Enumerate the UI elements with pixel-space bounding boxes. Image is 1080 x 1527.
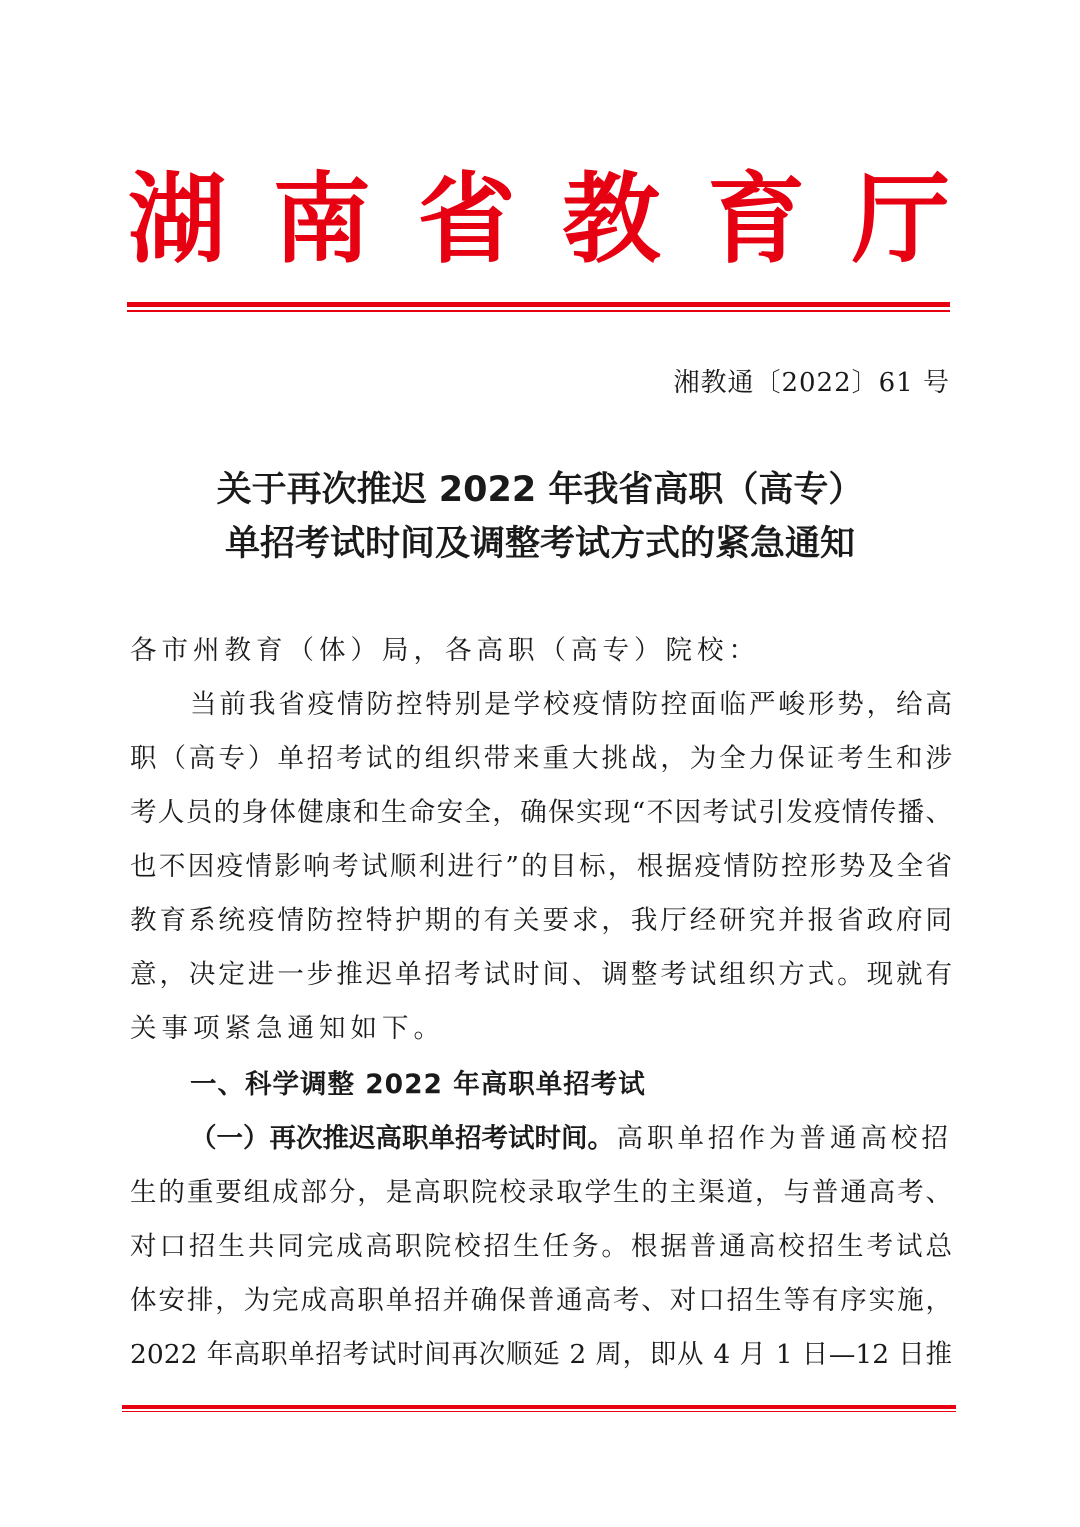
masthead-char: 教	[562, 163, 661, 277]
addressee: 各市州教育（体）局，各高职（高专）院校：	[130, 635, 760, 666]
paragraph-line: 教育系统疫情防控特护期的有关要求，我厅经研究并报省政府同	[130, 905, 952, 936]
masthead-char: 厅	[851, 163, 950, 277]
paragraph-line: 职（高专）单招考试的组织带来重大挑战，为全力保证考生和涉	[130, 743, 952, 774]
masthead-char: 湖	[128, 163, 227, 277]
paragraph-line: 对口招生共同完成高职院校招生任务。根据普通高校招生考试总	[130, 1231, 952, 1262]
subsection-first-line-rest: 高职单招作为普通高校招	[616, 1123, 952, 1154]
paragraph-line: 意，决定进一步推迟单招考试时间、调整考试组织方式。现就有	[130, 959, 952, 990]
masthead-char: 南	[272, 163, 371, 277]
subsection-first-line	[190, 1123, 952, 1154]
document-title-line-2: 单招考试时间及调整考试方式的紧急通知	[224, 524, 855, 564]
document-number: 湘教通〔2022〕61 号	[673, 368, 950, 398]
section-heading: 一、科学调整 2022 年高职单招考试	[190, 1069, 646, 1100]
paragraph-line: 体安排，为完成高职单招并确保普通高考、对口招生等有序实施，	[130, 1285, 952, 1316]
document-title-line-1: 关于再次推迟 2022 年我省高职（高专）	[216, 470, 864, 510]
footer-divider-thick	[122, 1405, 956, 1409]
paragraph-line: 生的重要组成部分，是高职院校录取学生的主渠道，与普通高考、	[130, 1177, 952, 1208]
paragraph-line: 2022 年高职单招考试时间再次顺延 2 周，即从 4 月 1 日—12 日推	[130, 1339, 952, 1370]
subsection-label: （一）再次推迟高职单招考试时间。	[190, 1123, 614, 1154]
paragraph-line: 关事项紧急通知如下。	[130, 1013, 445, 1044]
masthead	[128, 160, 950, 280]
paragraph-line: 也不因疫情影响考试顺利进行”的目标，根据疫情防控形势及全省	[130, 851, 952, 882]
masthead-char: 省	[417, 163, 516, 277]
footer-divider-thin	[122, 1411, 956, 1412]
paragraph-line: 考人员的身体健康和生命安全，确保实现“不因考试引发疫情传播、	[130, 797, 952, 828]
masthead-char: 育	[707, 163, 806, 277]
paragraph-line: 当前我省疫情防控特别是学校疫情防控面临严峻形势，给高	[190, 689, 952, 720]
red-divider-thin	[127, 310, 950, 312]
red-divider-thick	[127, 302, 950, 307]
